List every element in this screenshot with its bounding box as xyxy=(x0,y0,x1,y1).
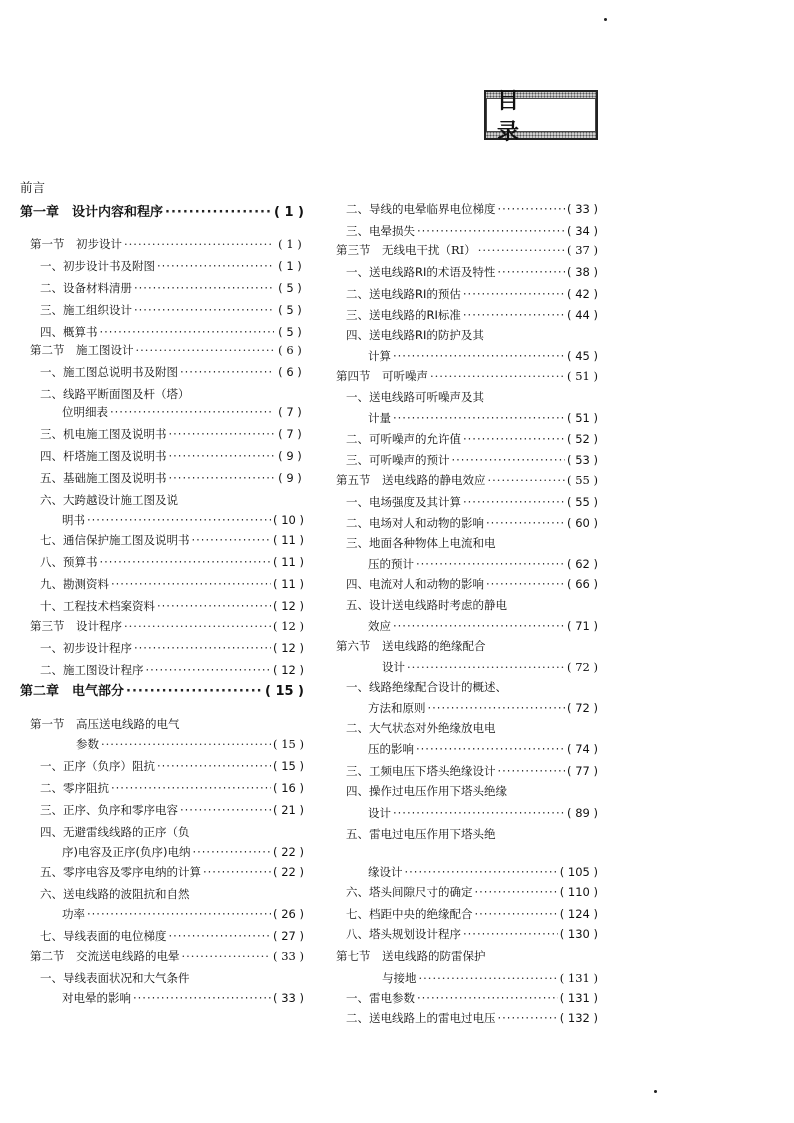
toc-entry xyxy=(40,492,178,508)
toc-page-number: ( 37 ) xyxy=(567,242,598,258)
toc-page-number: ( 22 ) xyxy=(273,864,304,880)
toc-leader-dots xyxy=(498,1010,558,1026)
toc-entry-title: 参数 xyxy=(76,737,99,751)
toc-page-number: ( 15 ) xyxy=(273,736,304,752)
toc-leader-dots xyxy=(393,618,565,634)
toc-entry xyxy=(62,404,304,420)
toc-page-number: ( 42 ) xyxy=(567,286,598,302)
toc-chapter-entry xyxy=(20,205,304,221)
toc-entry xyxy=(346,783,507,799)
toc-entry xyxy=(346,327,484,343)
toc-entry xyxy=(40,824,190,840)
toc-page-number: ( 7 ) xyxy=(276,404,304,420)
toc-entry-title: 七、档距中央的绝缘配合 xyxy=(346,907,473,921)
toc-entry-title: 四、操作过电压作用下塔头绝缘 xyxy=(346,784,507,798)
toc-leader-dots xyxy=(405,864,558,880)
toc-leader-dots xyxy=(182,948,272,964)
toc-entry-title: 三、施工组织设计 xyxy=(40,303,132,317)
toc-entry-title: 三、送电线路的RI标准 xyxy=(346,308,461,322)
toc-leader-dots xyxy=(146,662,272,678)
toc-entry-title: 四、概算书 xyxy=(40,325,98,339)
toc-section-entry xyxy=(336,242,598,258)
toc-leader-dots xyxy=(134,640,271,656)
toc-entry xyxy=(346,679,507,695)
toc-entry-title: 三、机电施工图及说明书 xyxy=(40,427,167,441)
toc-entry-title: 一、线路绝缘配合设计的概述、 xyxy=(346,680,507,694)
toc-page-number: ( 26 ) xyxy=(273,906,304,922)
toc-entry xyxy=(346,223,598,239)
toc-entry xyxy=(62,990,304,1006)
toc-entry xyxy=(40,886,190,902)
toc-entry xyxy=(40,302,304,318)
toc-entry xyxy=(346,990,598,1006)
toc-leader-dots xyxy=(126,684,263,700)
toc-entry-title: 第七节 送电线路的防雷保护 xyxy=(336,949,486,963)
toc-leader-dots xyxy=(165,205,272,221)
toc-entry xyxy=(346,926,598,942)
toc-entry-title: 九、勘测资料 xyxy=(40,577,109,591)
toc-entry-title: 一、施工图总说明书及附图 xyxy=(40,365,178,379)
toc-page-number: ( 1 ) xyxy=(274,205,304,221)
toc-entry-title: 三、可听噪声的预计 xyxy=(346,453,450,467)
toc-page-number: ( 12 ) xyxy=(273,640,304,656)
toc-entry xyxy=(346,201,598,217)
toc-leader-dots xyxy=(157,258,274,274)
toc-leader-dots xyxy=(486,576,565,592)
toc-entry-title: 三、地面各种物体上电流和电 xyxy=(346,536,496,550)
toc-entry xyxy=(346,720,496,736)
toc-entry xyxy=(346,884,598,900)
toc-leader-dots xyxy=(157,598,271,614)
toc-page-number: ( 55 ) xyxy=(567,494,598,510)
scan-speck xyxy=(604,18,607,21)
toc-entry-title: 计量 xyxy=(368,411,391,425)
toc-leader-dots xyxy=(133,990,271,1006)
toc-section-entry xyxy=(76,736,304,752)
toc-entry xyxy=(346,576,598,592)
toc-page-number: ( 55 ) xyxy=(567,472,598,488)
toc-leader-dots xyxy=(169,470,275,486)
toc-page-number: ( 72 ) xyxy=(567,700,598,716)
toc-entry-title: 三、电晕损失 xyxy=(346,224,415,238)
toc-entry-title: 六、送电线路的波阻抗和自然 xyxy=(40,887,190,901)
toc-page-number: ( 105 ) xyxy=(560,864,598,880)
toc-leader-dots xyxy=(407,659,565,675)
toc-page-number: ( 9 ) xyxy=(276,470,304,486)
toc-entry xyxy=(368,618,598,634)
toc-entry-title: 设计 xyxy=(368,806,391,820)
toc-entry-title: 二、可听噪声的允许值 xyxy=(346,432,461,446)
toc-entry-title: 第二节 交流送电线路的电晕 xyxy=(30,949,180,963)
toc-entry-title: 方法和原则 xyxy=(368,701,426,715)
toc-section-entry xyxy=(30,342,304,358)
toc-entry-title: 明书 xyxy=(62,513,85,527)
toc-leader-dots xyxy=(111,780,271,796)
toc-leader-dots xyxy=(417,990,558,1006)
toc-entry-title: 一、初步设计书及附图 xyxy=(40,259,155,273)
toc-page-number: ( 132 ) xyxy=(560,1010,598,1026)
toc-page-number: ( 110 ) xyxy=(560,884,598,900)
toc-leader-dots xyxy=(463,494,565,510)
toc-page-number: ( 12 ) xyxy=(273,662,304,678)
toc-leader-dots xyxy=(463,307,565,323)
toc-entry xyxy=(40,640,304,656)
toc-leader-dots xyxy=(463,286,565,302)
toc-entry-title: 压的预计 xyxy=(368,557,414,571)
toc-entry xyxy=(346,515,598,531)
toc-entry-title: 二、线路平断面图及杆（塔） xyxy=(40,387,190,401)
toc-entry xyxy=(62,512,304,528)
toc-section-entry xyxy=(336,638,486,654)
toc-leader-dots xyxy=(169,448,275,464)
toc-entry-title: 与接地 xyxy=(382,971,417,985)
toc-page-number: ( 27 ) xyxy=(273,928,304,944)
toc-entry-title: 第三节 无线电干扰（RI） xyxy=(336,243,476,257)
toc-entry-title: 二、大气状态对外绝缘放电电 xyxy=(346,721,496,735)
toc-entry-title: 六、大跨越设计施工图及说 xyxy=(40,493,178,507)
toc-page-number: ( 21 ) xyxy=(273,802,304,818)
toc-page-number: ( 15 ) xyxy=(273,758,304,774)
toc-page-number: ( 77 ) xyxy=(567,763,598,779)
toc-entry xyxy=(368,556,598,572)
toc-page-number: ( 52 ) xyxy=(567,431,598,447)
toc-leader-dots xyxy=(180,364,274,380)
toc-entry xyxy=(346,1010,598,1026)
toc-leader-dots xyxy=(430,368,565,384)
toc-entry xyxy=(368,410,598,426)
toc-section-entry xyxy=(336,472,598,488)
toc-page-number: ( 131 ) xyxy=(560,970,598,986)
toc-entry xyxy=(368,700,598,716)
toc-entry-title: 计算 xyxy=(368,349,391,363)
toc-leader-dots xyxy=(452,452,566,468)
toc-leader-dots xyxy=(416,556,565,572)
toc-entry-title: 四、杆塔施工图及说明书 xyxy=(40,449,167,463)
toc-page-number: ( 33 ) xyxy=(567,201,598,217)
toc-entry-title: 二、送电线路RI的预估 xyxy=(346,287,461,301)
toc-entry-title: 第一节 初步设计 xyxy=(30,237,122,251)
toc-entry xyxy=(346,389,484,405)
toc-entry xyxy=(368,741,598,757)
toc-entry-title: 效应 xyxy=(368,619,391,633)
toc-page-number: ( 11 ) xyxy=(273,554,304,570)
toc-entry xyxy=(40,324,304,340)
toc-page-number: ( 15 ) xyxy=(265,684,304,700)
toc-leader-dots xyxy=(100,554,272,570)
toc-entry-title: 一、导线表面状况和大气条件 xyxy=(40,971,190,985)
toc-entry xyxy=(62,906,304,922)
toc-page-number: ( 130 ) xyxy=(560,926,598,942)
toc-entry-title: 八、塔头规划设计程序 xyxy=(346,927,461,941)
toc-leader-dots xyxy=(124,618,271,634)
toc-entry-title: 一、送电线路可听噪声及其 xyxy=(346,390,484,404)
toc-chapter-entry xyxy=(20,684,304,700)
toc-entry-title: 二、电场对人和动物的影响 xyxy=(346,516,484,530)
toc-entry-title: 五、设计送电线路时考虑的静电 xyxy=(346,598,507,612)
toc-leader-dots xyxy=(428,700,566,716)
toc-section-entry xyxy=(30,236,304,252)
toc-title-box xyxy=(484,89,598,145)
toc-page-number: ( 12 ) xyxy=(273,618,304,634)
toc-entry xyxy=(40,864,304,880)
toc-section-entry xyxy=(30,716,180,732)
toc-entry xyxy=(40,470,304,486)
toc-page-number: ( 51 ) xyxy=(567,410,598,426)
toc-page-number: ( 72 ) xyxy=(567,659,598,675)
toc-entry xyxy=(40,258,304,274)
toc-leader-dots xyxy=(134,280,274,296)
toc-entry-title: 七、通信保护施工图及说明书 xyxy=(40,533,190,547)
toc-entry xyxy=(40,598,304,614)
toc-entry-title: 五、零序电容及零序电纳的计算 xyxy=(40,865,201,879)
toc-entry xyxy=(346,535,496,551)
toc-entry-title: 第二节 施工图设计 xyxy=(30,343,134,357)
toc-entry-title: 一、送电线路RI的术语及特性 xyxy=(346,265,496,279)
toc-entry-title: 四、电流对人和动物的影响 xyxy=(346,577,484,591)
toc-leader-dots xyxy=(488,472,566,488)
toc-entry xyxy=(346,763,598,779)
toc-page-number: ( 66 ) xyxy=(567,576,598,592)
toc-leader-dots xyxy=(498,763,566,779)
toc-page-number: ( 11 ) xyxy=(273,576,304,592)
toc-page-number: ( 5 ) xyxy=(276,324,304,340)
toc-entry xyxy=(368,805,598,821)
toc-leader-dots xyxy=(157,758,271,774)
toc-entry-title: 二、施工图设计程序 xyxy=(40,663,144,677)
toc-page-number: ( 12 ) xyxy=(273,598,304,614)
toc-entry xyxy=(346,431,598,447)
toc-page-number: ( 53 ) xyxy=(567,452,598,468)
toc-leader-dots xyxy=(463,926,558,942)
toc-entry xyxy=(346,307,598,323)
toc-entry-title: 四、送电线路RI的防护及其 xyxy=(346,328,484,342)
toc-entry xyxy=(40,928,304,944)
toc-leader-dots xyxy=(417,223,565,239)
toc-page-number: ( 45 ) xyxy=(567,348,598,364)
toc-entry-title: 一、电场强度及其计算 xyxy=(346,495,461,509)
toc-entry-title: 第一章 设计内容和程序 xyxy=(20,205,164,220)
toc-leader-dots xyxy=(416,741,565,757)
toc-leader-dots xyxy=(100,324,275,340)
toc-entry xyxy=(40,426,304,442)
toc-entry xyxy=(368,864,598,880)
toc-page-number: ( 44 ) xyxy=(567,307,598,323)
toc-page-number: ( 5 ) xyxy=(276,302,304,318)
toc-entry-title: 二、导线的电晕临界电位梯度 xyxy=(346,202,496,216)
toc-entry xyxy=(40,662,304,678)
toc-leader-dots xyxy=(393,805,565,821)
toc-entry xyxy=(346,494,598,510)
toc-section-entry xyxy=(336,368,598,384)
toc-entry-title: 压的影响 xyxy=(368,742,414,756)
toc-leader-dots xyxy=(87,906,271,922)
toc-leader-dots xyxy=(478,242,565,258)
toc-entry-title: 五、雷电过电压作用下塔头绝 xyxy=(346,827,496,841)
toc-entry-title: 第二章 电气部分 xyxy=(20,684,125,699)
toc-entry-title: 位明细表 xyxy=(62,405,108,419)
toc-entry-title: 六、塔头间隙尺寸的确定 xyxy=(346,885,473,899)
toc-entry xyxy=(62,844,304,860)
toc-entry xyxy=(368,348,598,364)
toc-entry xyxy=(40,576,304,592)
toc-entry xyxy=(40,532,304,548)
toc-leader-dots xyxy=(101,736,271,752)
toc-entry xyxy=(40,758,304,774)
toc-page-number: ( 33 ) xyxy=(273,990,304,1006)
toc-page-number: ( 62 ) xyxy=(567,556,598,572)
toc-entry-title: 第六节 送电线路的绝缘配合 xyxy=(336,639,486,653)
toc-leader-dots xyxy=(393,410,565,426)
toc-entry-title: 二、零序阻抗 xyxy=(40,781,109,795)
toc-page-number: ( 6 ) xyxy=(276,364,304,380)
toc-leader-dots xyxy=(134,302,274,318)
toc-entry-title: 一、正序（负序）阻抗 xyxy=(40,759,155,773)
toc-page-number: ( 38 ) xyxy=(567,264,598,280)
toc-page-number: ( 16 ) xyxy=(273,780,304,796)
toc-leader-dots xyxy=(498,201,566,217)
toc-page-number: ( 89 ) xyxy=(567,805,598,821)
toc-entry xyxy=(346,286,598,302)
toc-entry xyxy=(346,826,496,842)
toc-entry xyxy=(40,386,190,402)
toc-entry-title: 第三节 设计程序 xyxy=(30,619,122,633)
toc-entry-title: 对电晕的影响 xyxy=(62,991,131,1005)
toc-section-entry xyxy=(30,618,304,634)
toc-page-number: ( 33 ) xyxy=(273,948,304,964)
toc-entry xyxy=(346,597,507,613)
toc-entry xyxy=(40,970,190,986)
toc-entry-title: 七、导线表面的电位梯度 xyxy=(40,929,167,943)
toc-section-entry xyxy=(382,659,598,675)
toc-leader-dots xyxy=(87,512,271,528)
toc-leader-dots xyxy=(419,970,558,986)
toc-entry-title: 序)电容及正序(负序)电纳 xyxy=(62,845,191,859)
scan-speck xyxy=(654,1090,657,1093)
toc-entry xyxy=(40,554,304,570)
toc-leader-dots xyxy=(192,844,271,860)
toc-section-entry xyxy=(382,970,598,986)
toc-entry xyxy=(40,364,304,380)
toc-page-number: ( 71 ) xyxy=(567,618,598,634)
toc-page-number: ( 9 ) xyxy=(276,448,304,464)
toc-entry xyxy=(346,906,598,922)
toc-leader-dots xyxy=(124,236,274,252)
toc-entry-title: 一、初步设计程序 xyxy=(40,641,132,655)
toc-leader-dots xyxy=(486,515,565,531)
toc-section-entry xyxy=(30,948,304,964)
toc-entry-title: 缘设计 xyxy=(368,865,403,879)
toc-page-number: ( 51 ) xyxy=(567,368,598,384)
toc-page-number: ( 60 ) xyxy=(567,515,598,531)
toc-page-number: ( 131 ) xyxy=(560,990,598,1006)
toc-entry-title: 设计 xyxy=(382,660,405,674)
toc-leader-dots xyxy=(111,576,271,592)
toc-entry-title: 第五节 送电线路的静电效应 xyxy=(336,473,486,487)
toc-entry-title: 二、设备材料清册 xyxy=(40,281,132,295)
toc-leader-dots xyxy=(192,532,272,548)
toc-page-number: ( 34 ) xyxy=(567,223,598,239)
toc-title: 目 录 xyxy=(486,98,596,132)
toc-leader-dots xyxy=(110,404,274,420)
toc-entry-title: 二、送电线路上的雷电过电压 xyxy=(346,1011,496,1025)
toc-leader-dots xyxy=(169,928,272,944)
toc-entry-title: 第一节 高压送电线路的电气 xyxy=(30,717,180,731)
toc-page-number: ( 7 ) xyxy=(276,426,304,442)
toc-entry-title: 五、基础施工图及说明书 xyxy=(40,471,167,485)
toc-leader-dots xyxy=(180,802,271,818)
toc-entry xyxy=(40,802,304,818)
toc-entry xyxy=(346,452,598,468)
toc-entry xyxy=(40,280,304,296)
toc-page-number: ( 1 ) xyxy=(276,258,304,274)
preface-label: 前言 xyxy=(20,180,46,195)
toc-entry-title: 三、工频电压下塔头绝缘设计 xyxy=(346,764,496,778)
toc-entry-title: 三、正序、负序和零序电容 xyxy=(40,803,178,817)
toc-section-entry xyxy=(336,948,486,964)
toc-leader-dots xyxy=(136,342,275,358)
toc-page-number: ( 6 ) xyxy=(276,342,304,358)
toc-entry xyxy=(346,264,598,280)
toc-page-number: ( 22 ) xyxy=(273,844,304,860)
toc-leader-dots xyxy=(203,864,271,880)
toc-page-number: ( 5 ) xyxy=(276,280,304,296)
toc-leader-dots xyxy=(463,431,565,447)
toc-page-number: ( 1 ) xyxy=(276,236,304,252)
toc-entry xyxy=(40,780,304,796)
toc-leader-dots xyxy=(169,426,275,442)
toc-entry-title: 十、工程技术档案资料 xyxy=(40,599,155,613)
toc-entry-title: 八、预算书 xyxy=(40,555,98,569)
toc-entry xyxy=(40,448,304,464)
toc-page-number: ( 10 ) xyxy=(273,512,304,528)
toc-leader-dots xyxy=(475,906,558,922)
toc-page-number: ( 74 ) xyxy=(567,741,598,757)
toc-entry-title: 第四节 可听噪声 xyxy=(336,369,428,383)
toc-leader-dots xyxy=(393,348,565,364)
toc-page-number: ( 11 ) xyxy=(273,532,304,548)
toc-leader-dots xyxy=(475,884,558,900)
toc-entry-title: 功率 xyxy=(62,907,85,921)
toc-entry-title: 四、无避雷线线路的正序（负 xyxy=(40,825,190,839)
toc-entry-title: 一、雷电参数 xyxy=(346,991,415,1005)
toc-page-number: ( 124 ) xyxy=(560,906,598,922)
toc-leader-dots xyxy=(497,264,565,280)
